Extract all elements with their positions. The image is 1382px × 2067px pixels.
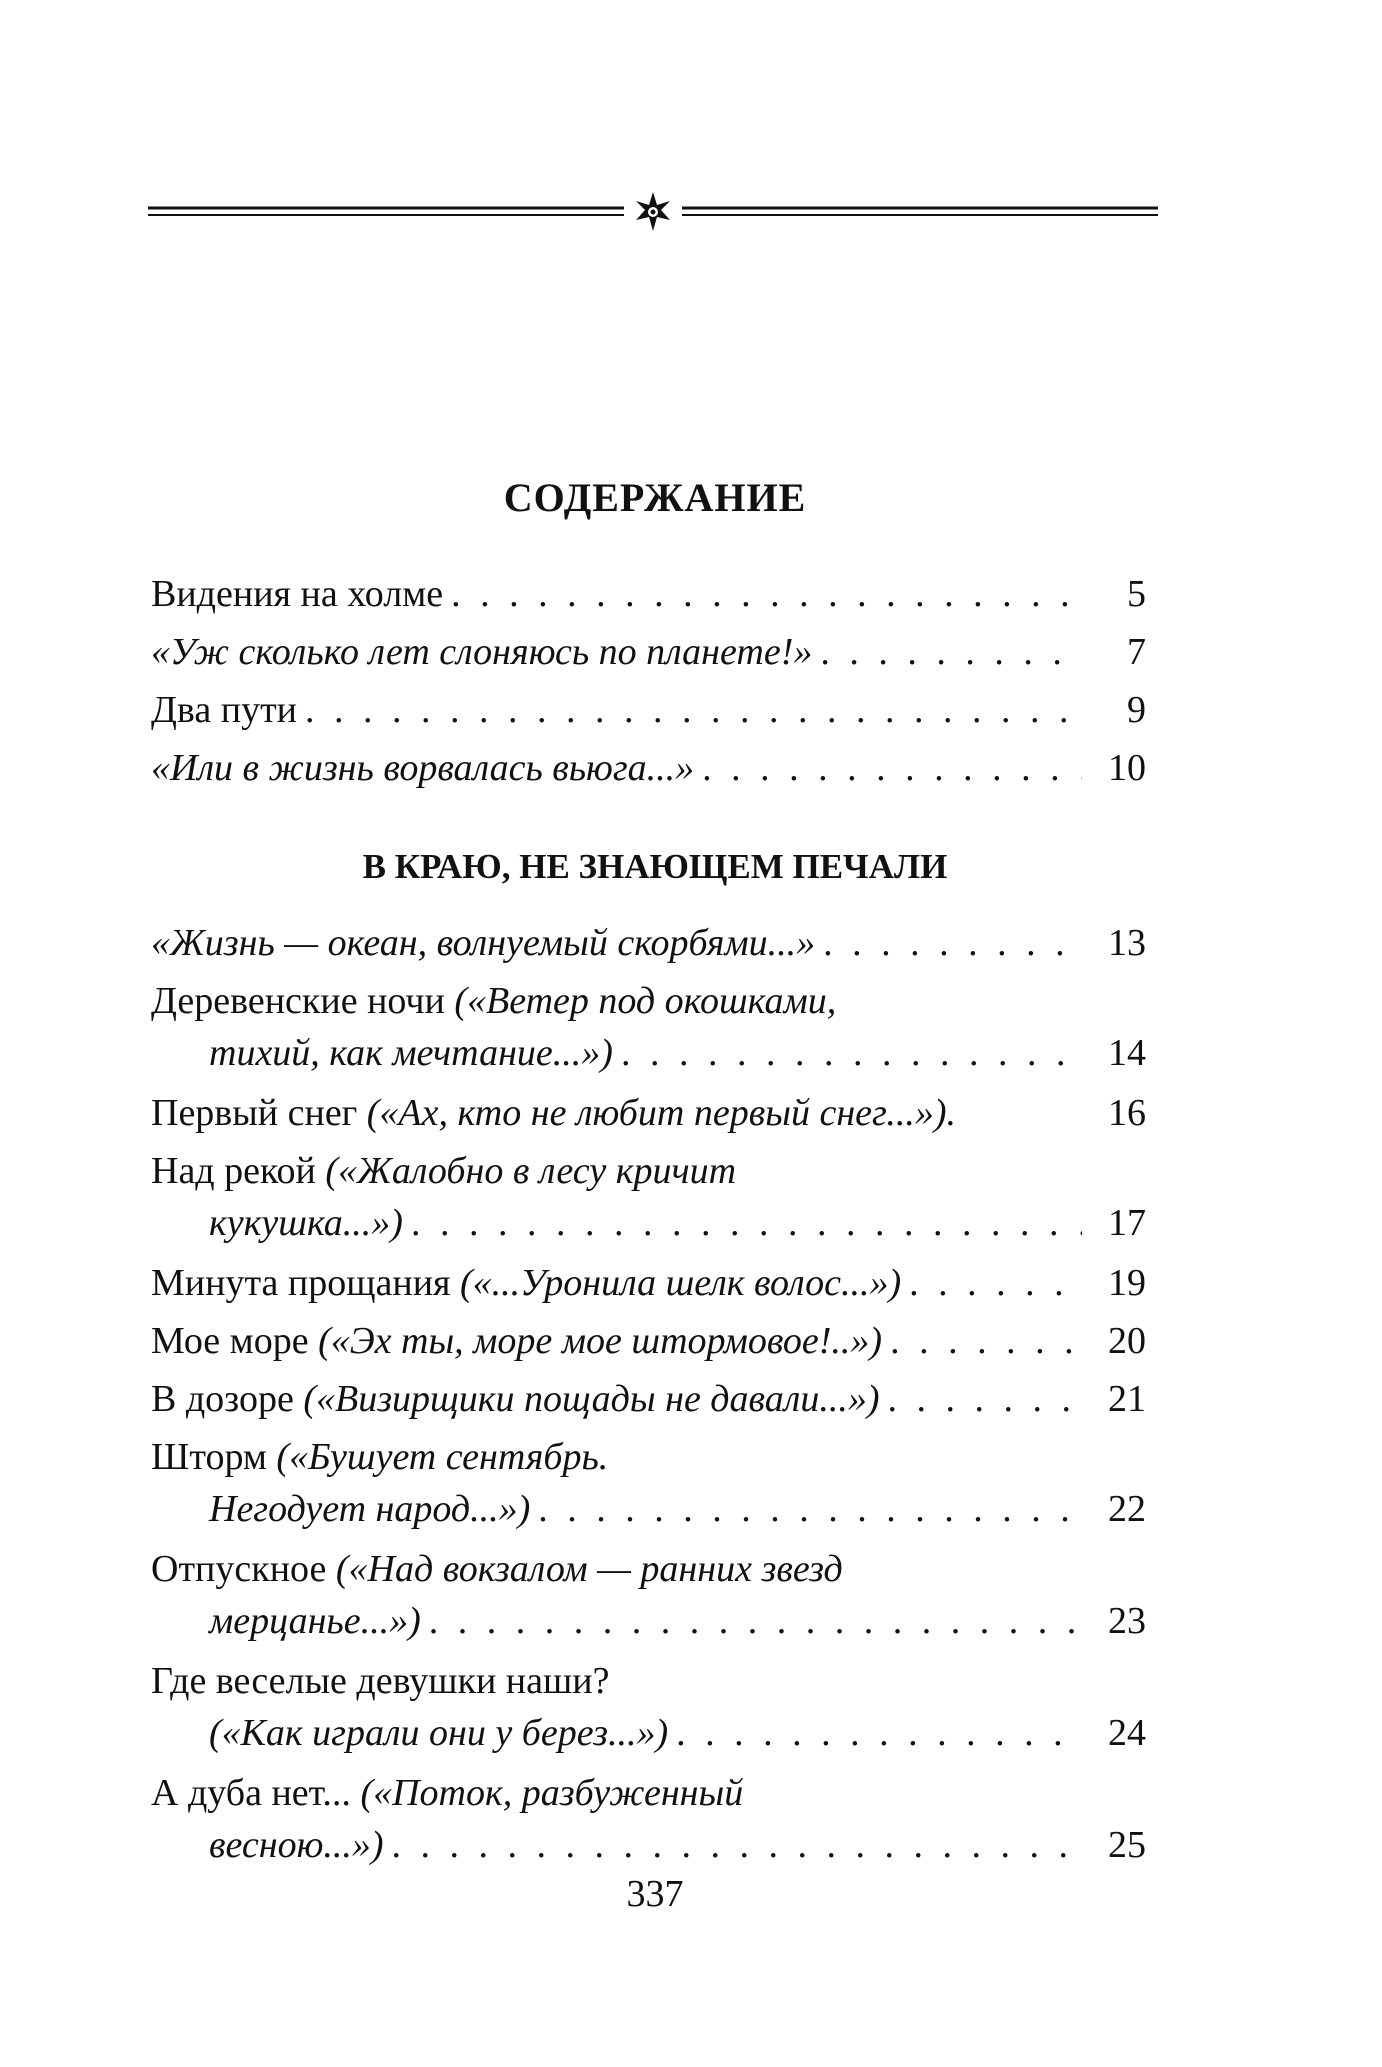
page-number: 20 [1108, 1320, 1146, 1362]
page-number: 25 [1108, 1824, 1146, 1866]
toc-entry: «Или в жизнь ворвалась вьюга...» . . . 10 [151, 742, 1146, 794]
star-ornament-icon [148, 191, 1158, 235]
leader-dots [411, 1197, 1082, 1249]
leader-dots [429, 1595, 1082, 1647]
toc-entry: Два пути . . . 9 [151, 684, 1146, 736]
toc-entry: Первый снег («Ах, кто не любит первый снег...»). 16 [151, 1087, 1146, 1139]
section-title: В КРАЮ, НЕ ЗНАЮЩЕМ ПЕЧАЛИ [362, 847, 948, 886]
toc-entry: А дуба нет... («Поток, разбуженный весною...») . . . 25 [151, 1767, 1146, 1871]
leader-dots [451, 568, 1082, 620]
toc-entry: «Жизнь — океан, волнуемый скорбями...» . . . 13 [151, 917, 1146, 969]
leader-dots [676, 1707, 1082, 1759]
toc-entry: В дозоре («Визирщики пощады не давали...») . . . 21 [151, 1373, 1146, 1425]
toc-entry: «Уж сколько лет слоняюсь по планете!» . . . 7 [151, 626, 1146, 678]
page-number: 10 [1108, 747, 1146, 789]
page-number: 19 [1108, 1262, 1146, 1304]
toc-entry: Деревенские ночи («Ветер под окошками, тихий, как мечтание...») . . . 14 [151, 975, 1146, 1079]
leader-dots [820, 626, 1082, 678]
toc-entry: Над рекой («Жалобно в лесу кричит кукушка...») . . . 17 [151, 1145, 1146, 1249]
page-number: 16 [1108, 1092, 1146, 1134]
toc-section-list [151, 917, 1146, 1879]
toc-entry: Мое море («Эх ты, море мое штормовое!..») . . . 20 [151, 1315, 1146, 1367]
leader-dots [890, 1315, 1082, 1367]
leader-dots [538, 1483, 1082, 1535]
page-number: 21 [1108, 1378, 1146, 1420]
toc-intro-list [151, 568, 1146, 800]
page-number: 14 [1108, 1032, 1146, 1074]
leader-dots [305, 684, 1082, 736]
page-number: 22 [1108, 1488, 1146, 1530]
page-number: 24 [1108, 1712, 1146, 1754]
page-number: 17 [1108, 1202, 1146, 1244]
leader-dots [702, 742, 1082, 794]
toc-entry: Минута прощания («...Уронила шелк волос...») . . . 19 [151, 1257, 1146, 1309]
page-number: 7 [1127, 631, 1146, 673]
leader-dots [823, 917, 1082, 969]
page-number: 13 [1108, 922, 1146, 964]
page-number: 9 [1127, 689, 1146, 731]
leader-dots [888, 1373, 1083, 1425]
toc-entry: Шторм («Бушует сентябрь. Негодует народ...») . . . 22 [151, 1431, 1146, 1535]
leader-dots [392, 1819, 1082, 1871]
toc-entry: Где веселые девушки наши? («Как играли они у берез...») . . . 24 [151, 1655, 1146, 1759]
toc-entry: Отпускное («Над вокзалом — ранних звезд мерцанье...») . . . 23 [151, 1543, 1146, 1647]
page-number: 5 [1127, 573, 1146, 615]
header-ornament [148, 191, 1158, 235]
leader-dots [909, 1257, 1082, 1309]
leader-dots [621, 1027, 1082, 1079]
page-title: СОДЕРЖАНИЕ [503, 475, 807, 520]
toc-entry: Видения на холме . . . 5 [151, 568, 1146, 620]
page-number: 23 [1108, 1600, 1146, 1642]
page-folio: 337 [626, 1873, 684, 1915]
